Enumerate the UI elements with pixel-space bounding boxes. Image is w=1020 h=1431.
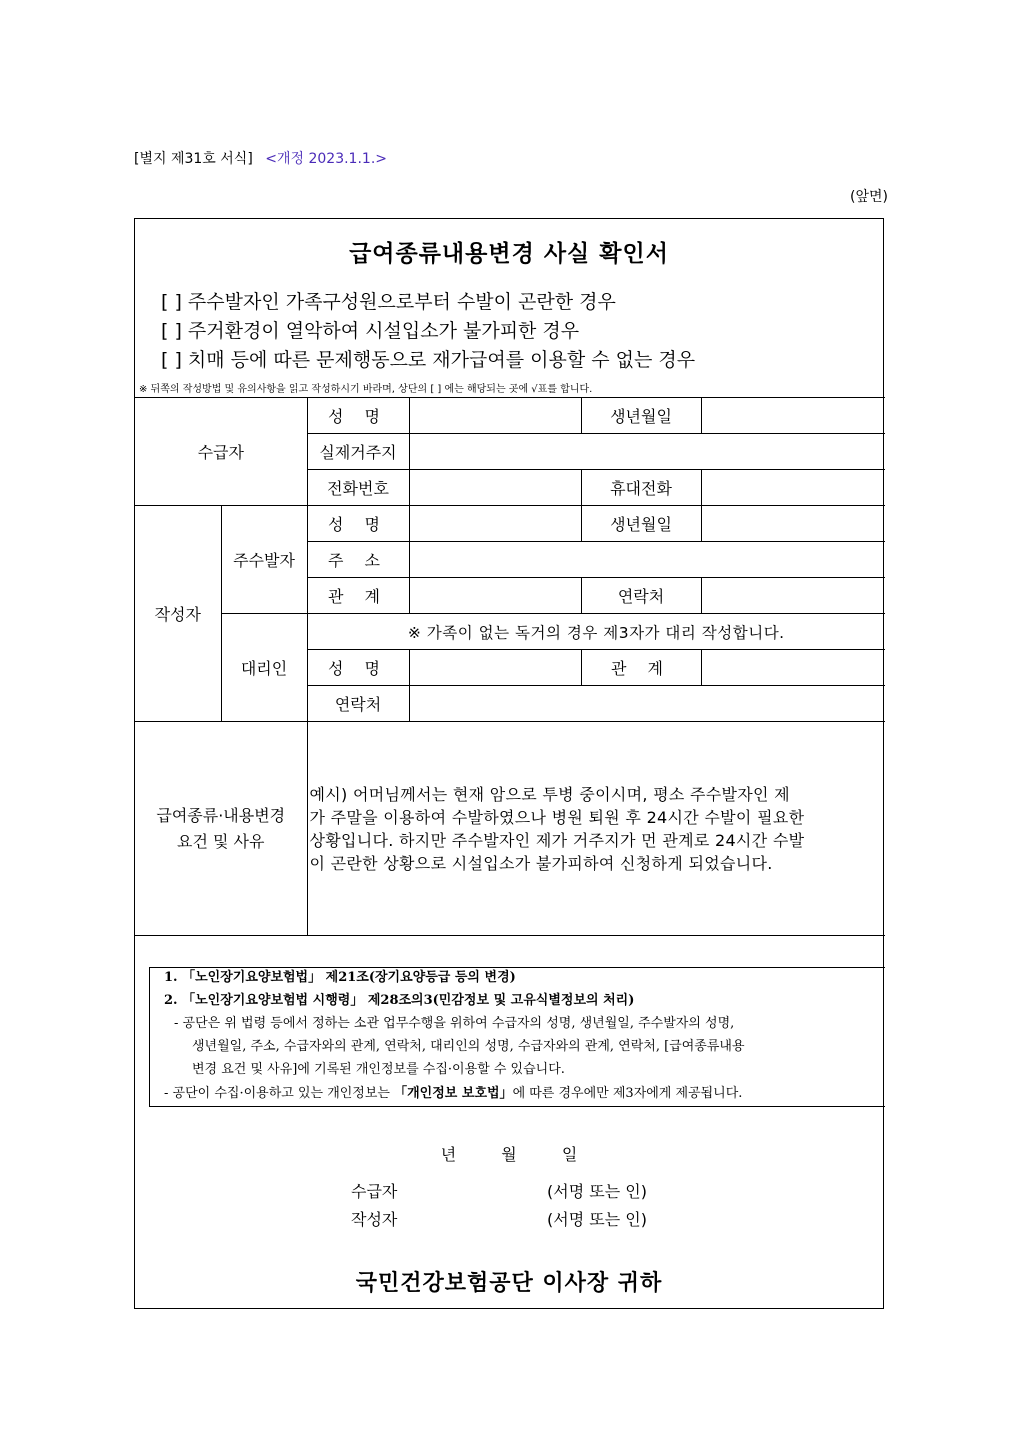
legal-notice-box xyxy=(149,967,885,1107)
option-checkbox-housing[interactable]: [ ] 주거환경이 열악하여 시설입소가 불가피한 경우 xyxy=(161,320,580,342)
reason-label-line-1: 급여종류·내용변경 xyxy=(156,805,286,825)
form-header xyxy=(134,148,387,168)
recipient-birth-label: 생년월일 xyxy=(581,398,701,434)
info-table xyxy=(135,397,885,936)
caregiver-birth-label: 생년월일 xyxy=(581,506,701,542)
recipient-section-label: 수급자 xyxy=(135,398,307,506)
proxy-relation-label: 관 계 xyxy=(581,650,701,686)
proxy-contact-field[interactable] xyxy=(409,686,885,722)
caregiver-relation-field[interactable] xyxy=(409,578,581,614)
date-month-label: 월 xyxy=(501,1145,517,1164)
caregiver-birth-field[interactable] xyxy=(701,506,885,542)
recipient-phone-field[interactable] xyxy=(409,470,581,506)
caregiver-address-field[interactable] xyxy=(409,542,885,578)
form-number: [별지 제31호 서식] xyxy=(134,151,253,167)
caregiver-contact-label: 연락처 xyxy=(581,578,701,614)
caregiver-name-field[interactable] xyxy=(409,506,581,542)
proxy-contact-label: 연락처 xyxy=(307,686,409,722)
revision-date: <개정 2023.1.1.> xyxy=(265,151,388,167)
confirmation-form xyxy=(134,218,884,1309)
date-line xyxy=(135,1142,883,1165)
reason-line: 상황입니다. 하지만 주수발자인 제가 거주지가 먼 관계로 24시간 수발 xyxy=(309,830,805,850)
legal-bullet-2 xyxy=(164,1082,742,1105)
recipient-phone-label: 전화번호 xyxy=(307,470,409,506)
reason-line: 가 주말을 이용하여 수발하였으나 병원 퇴원 후 24시간 수발이 필요한 xyxy=(309,807,805,827)
recipient-name-label: 성 명 xyxy=(307,398,409,434)
legal-item-2: 2. 「노인장기요양보험법 시행령」 제28조의3(민감정보 및 고유식별정보의 처리) xyxy=(164,993,635,1008)
page-side: (앞면) xyxy=(850,189,888,205)
proxy-name-label: 성 명 xyxy=(307,650,409,686)
caregiver-address-label: 주 소 xyxy=(307,542,409,578)
signature-writer-label: 작성자 xyxy=(351,1210,398,1229)
reason-label xyxy=(135,722,307,936)
caregiver-name-label: 성 명 xyxy=(307,506,409,542)
date-day-label: 일 xyxy=(561,1145,578,1164)
date-year-label: 년 xyxy=(440,1145,457,1164)
caregiver-label: 주수발자 xyxy=(221,506,307,614)
signature-recipient-label: 수급자 xyxy=(351,1182,398,1201)
caregiver-relation-label: 관 계 xyxy=(307,578,409,614)
reason-line: 예시) 어머님께서는 현재 암으로 투병 중이시며, 평소 주수발자인 제 xyxy=(309,784,790,804)
legal-bullet-1-line-2: 생년월일, 주소, 수급자와의 관계, 연락처, 대리인의 성명, 수급자와의 관계, 연락처, [급여종류내용 xyxy=(192,1039,745,1054)
recipient-address-field[interactable] xyxy=(409,434,885,470)
recipient-birth-field[interactable] xyxy=(701,398,885,434)
legal-bullet-2-law: 「개인정보 보호법」 xyxy=(394,1086,513,1101)
signature-recipient-field[interactable]: (서명 또는 인) xyxy=(547,1182,647,1201)
proxy-label: 대리인 xyxy=(221,614,307,722)
legal-bullet-1-line-3: 변경 요건 및 사유]에 기록된 개인정보를 수집·이용할 수 있습니다. xyxy=(192,1062,565,1077)
option-checkbox-caregiving[interactable]: [ ] 주수발자인 가족구성원으로부터 수발이 곤란한 경우 xyxy=(161,291,616,313)
addressee: 국민건강보험공단 이사장 귀하 xyxy=(355,1271,663,1296)
writer-section-label: 작성자 xyxy=(135,506,221,722)
caregiver-contact-field[interactable] xyxy=(701,578,885,614)
reason-line: 이 곤란한 상황으로 시설입소가 불가피하여 신청하게 되었습니다. xyxy=(309,853,773,873)
recipient-mobile-label: 휴대전화 xyxy=(581,470,701,506)
proxy-name-field[interactable] xyxy=(409,650,581,686)
legal-bullet-2-post: 에 따른 경우에만 제3자에게 제공됩니다. xyxy=(512,1086,743,1101)
form-title: 급여종류내용변경 사실 확인서 xyxy=(349,241,669,267)
legal-bullet-1-line-1: - 공단은 위 법령 등에서 정하는 소관 업무수행을 위하여 수급자의 성명, 생년월일, 주수발자의 성명, xyxy=(174,1016,735,1031)
proxy-note: ※ 가족이 없는 독거의 경우 제3자가 대리 작성합니다. xyxy=(307,614,885,650)
legal-item-1: 1. 「노인장기요양보험법」 제21조(장기요양등급 등의 변경) xyxy=(164,970,516,985)
recipient-mobile-field[interactable] xyxy=(701,470,885,506)
legal-bullet-2-pre: - 공단이 수집·이용하고 있는 개인정보는 xyxy=(164,1086,395,1101)
recipient-name-field[interactable] xyxy=(409,398,581,434)
reason-label-line-2: 요건 및 사유 xyxy=(177,831,265,851)
signature-writer-field[interactable]: (서명 또는 인) xyxy=(547,1210,647,1229)
reason-textarea[interactable] xyxy=(307,722,885,936)
proxy-relation-field[interactable] xyxy=(701,650,885,686)
option-checkbox-dementia[interactable]: [ ] 치매 등에 따른 문제행동으로 재가급여를 이용할 수 없는 경우 xyxy=(161,349,696,371)
recipient-address-label: 실제거주지 xyxy=(307,434,409,470)
instruction-note: ※ 뒤쪽의 작성방법 및 유의사항을 읽고 작성하시기 바라며, 상단의 [ ] 에는 해당되는 곳에 √표를 합니다. xyxy=(139,384,593,395)
